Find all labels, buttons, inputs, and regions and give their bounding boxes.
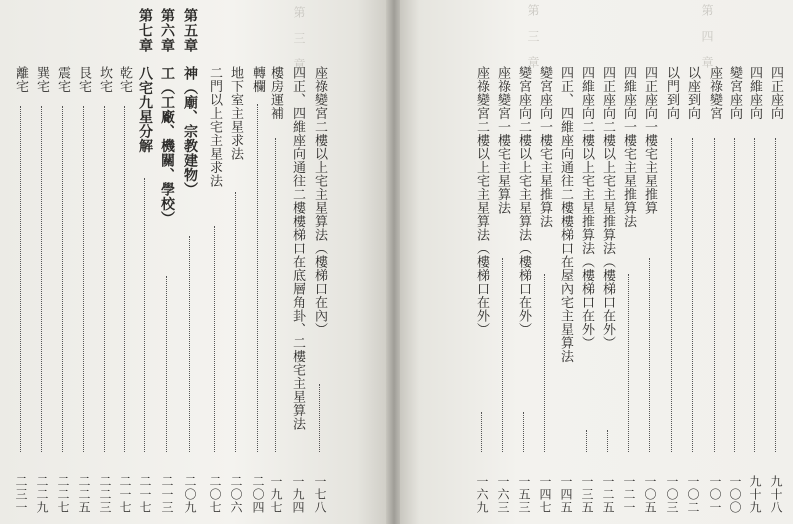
toc-entry-page: 一五三 [517, 475, 531, 514]
dot-leader [41, 106, 42, 452]
toc-entry-page: 二一三 [160, 475, 174, 514]
toc-entry-title: 四正座向 [768, 66, 783, 120]
dot-leader [235, 192, 236, 452]
toc-entry[interactable] [116, 66, 133, 514]
toc-entry-title: 坎宅 [97, 66, 112, 93]
toc-entry-title: 八宅九星分解 [137, 66, 153, 153]
toc-entry[interactable] [311, 66, 328, 514]
toc-entry-page: 一六九 [475, 475, 489, 514]
toc-entry[interactable] [706, 66, 723, 514]
toc-entry-title: 座祿變宮 [707, 66, 722, 120]
toc-entry-title: 座祿變宮一樓宅主星算法 [495, 66, 510, 215]
toc-entry[interactable] [536, 66, 553, 514]
toc-entry-page: 一〇一 [708, 475, 722, 514]
toc-entry-page: 二二五 [77, 475, 91, 514]
toc-entry-title: 以門到向 [664, 66, 679, 120]
chapter-label-6: 第六章 [159, 8, 175, 53]
toc-entry-title: 以座到向 [685, 66, 700, 120]
toc-entry-title: 離宅 [13, 66, 28, 93]
toc-entry-page: 二二七 [56, 475, 70, 514]
toc-entry[interactable] [557, 66, 574, 514]
dot-leader [775, 138, 776, 452]
toc-entry-title: 變宮座向 [727, 66, 742, 120]
toc-entry-title: 四維座向 [747, 66, 762, 120]
dot-leader [144, 178, 145, 452]
toc-entry[interactable] [54, 66, 71, 514]
dot-leader [62, 106, 63, 452]
toc-entry-title: 變宮座向一樓宅主星推算法 [537, 66, 552, 228]
toc-entry-page: 二二三 [98, 475, 112, 514]
toc-entry-page: 二三一 [14, 475, 28, 514]
toc-entry-page: 一四五 [559, 475, 573, 514]
dot-leader [214, 226, 215, 452]
dot-leader [124, 106, 125, 452]
dot-leader [754, 138, 755, 452]
toc-entry-title: 工（工廠、機關、學校） [159, 66, 175, 226]
dot-leader [692, 138, 693, 452]
toc-entry-title: 樓房運補 [268, 66, 283, 120]
toc-entry-title: 四正座向一樓宅主星推算 [642, 66, 657, 215]
toc-entry-page: 一四七 [538, 475, 552, 514]
dot-leader [734, 138, 735, 452]
toc-entry[interactable] [599, 66, 616, 514]
toc-entry-title: 巽宅 [34, 66, 49, 93]
toc-entry[interactable] [726, 66, 743, 514]
toc-entry[interactable] [33, 66, 50, 514]
toc-entry-title: 座祿變宮二樓以上宅主星算法（樓梯口在外） [474, 66, 489, 336]
dot-leader [104, 106, 105, 452]
toc-entry-page: 一二一 [622, 475, 636, 514]
dot-leader [628, 274, 629, 452]
toc-entry[interactable] [158, 66, 175, 514]
toc-entry-page: 一九四 [291, 475, 305, 514]
dot-leader [607, 430, 608, 452]
left-page [0, 0, 388, 524]
toc-entry[interactable] [663, 66, 680, 514]
toc-entry-title: 神（廟、宗教建物） [182, 66, 198, 197]
toc-entry[interactable] [289, 66, 306, 514]
dot-leader [649, 258, 650, 452]
right-page [400, 0, 793, 524]
toc-entry[interactable] [249, 66, 266, 514]
toc-entry-page: 二〇六 [229, 475, 243, 514]
dot-leader [275, 138, 276, 452]
toc-entry[interactable] [136, 66, 153, 514]
toc-entry[interactable] [494, 66, 511, 514]
toc-entry[interactable] [515, 66, 532, 514]
toc-entry-title: 艮宅 [76, 66, 91, 93]
toc-entry[interactable] [267, 66, 284, 514]
toc-entry-title: 地下室主星求法 [228, 66, 243, 161]
toc-entry-page: 九十九 [748, 475, 762, 514]
dot-leader [544, 274, 545, 452]
toc-entry-title: 座祿變宮二樓以上宅主星算法（樓梯口在內） [312, 66, 327, 336]
dot-leader [671, 138, 672, 452]
toc-entry-page: 一〇二 [686, 475, 700, 514]
toc-entry[interactable] [75, 66, 92, 514]
toc-entry-page: 一七八 [313, 475, 327, 514]
toc-entry[interactable] [684, 66, 701, 514]
toc-entry[interactable] [746, 66, 763, 514]
toc-entry-title: 乾宅 [117, 66, 132, 93]
toc-entry-title: 四維座向二樓以上宅主星推算法（樓梯口在外） [579, 66, 594, 350]
dot-leader [523, 412, 524, 452]
toc-entry-page: 二〇九 [183, 475, 197, 514]
toc-entry-title: 四正座向二樓以上宅主星推算法（樓梯口在外） [600, 66, 615, 350]
toc-entry[interactable] [473, 66, 490, 514]
toc-entry-page: 一二五 [601, 475, 615, 514]
show-through-text: 第 四 章 [700, 4, 714, 68]
toc-entry-page: 二〇七 [208, 475, 222, 514]
dot-leader [257, 104, 258, 452]
dot-leader [714, 138, 715, 452]
toc-entry-title: 四維座向一樓宅主星推算法 [621, 66, 636, 228]
toc-entry-page: 二一七 [138, 475, 152, 514]
toc-entry-title: 變宮座向二樓以上宅主星算法（樓梯口在外） [516, 66, 531, 336]
toc-entry-page: 二二九 [35, 475, 49, 514]
toc-entry-page: 九十八 [769, 475, 783, 514]
toc-entry[interactable] [767, 66, 784, 514]
toc-entry[interactable] [206, 66, 223, 514]
toc-entry-title: 二門以上宅主星求法 [207, 66, 222, 188]
toc-entry[interactable] [181, 66, 198, 514]
show-through-text: 第 三 章 [526, 4, 540, 68]
dot-leader [166, 276, 167, 452]
toc-entry-title: 四正、四維座向通往二樓樓梯口在屋內宅主星算法 [558, 66, 573, 363]
toc-entry-page: 一〇五 [643, 475, 657, 514]
show-through-text: 第 三 章 [292, 6, 306, 70]
dot-leader [189, 236, 190, 452]
toc-entry[interactable] [578, 66, 595, 514]
toc-entry-page: 二一七 [118, 475, 132, 514]
toc-entry-page: 一九七 [269, 475, 283, 514]
toc-entry-page: 一三五 [580, 475, 594, 514]
dot-leader [502, 258, 503, 452]
dot-leader [319, 384, 320, 452]
chapter-label-5: 第五章 [182, 8, 198, 53]
dot-leader [586, 430, 587, 452]
toc-entry-page: 一六三 [496, 475, 510, 514]
toc-entry-page: 一〇〇 [728, 475, 742, 514]
toc-entry[interactable] [641, 66, 658, 514]
toc-entry-page: 一〇三 [665, 475, 679, 514]
toc-entry-title: 轉欄 [250, 66, 265, 93]
toc-entry[interactable] [12, 66, 29, 514]
toc-entry[interactable] [620, 66, 637, 514]
toc-entry-page: 二〇四 [251, 475, 265, 514]
toc-entry-title: 四正、四維座向通往二樓樓梯口在底層角卦、二樓宅主星算法 [290, 66, 305, 431]
toc-entry[interactable] [96, 66, 113, 514]
toc-entry-title: 震宅 [55, 66, 70, 93]
chapter-label-7: 第七章 [137, 8, 153, 53]
dot-leader [83, 106, 84, 452]
dot-leader [20, 106, 21, 452]
dot-leader [481, 412, 482, 452]
toc-entry[interactable] [227, 66, 244, 514]
